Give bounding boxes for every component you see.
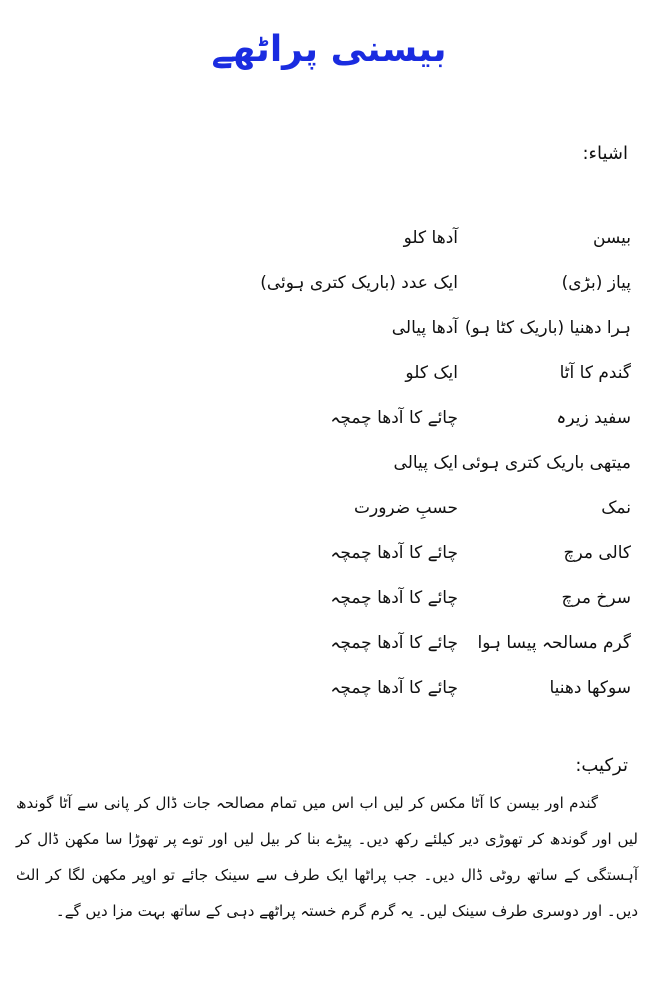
ingredient-row xyxy=(0,580,658,616)
ingredient-name: کالی مرچ xyxy=(563,543,631,563)
ingredient-quantity: چائے کا آدھا چمچہ xyxy=(330,588,458,608)
ingredient-row xyxy=(0,265,658,301)
ingredient-row xyxy=(0,445,658,481)
method-heading: ترکیب: xyxy=(575,755,628,776)
ingredient-quantity: آدھا پیالی xyxy=(391,318,458,338)
ingredient-name: گندم کا آٹا xyxy=(559,363,631,383)
ingredient-name: میتھی باریک کتری ہوئی xyxy=(461,453,631,473)
page-title: بیسنی پراٹھے xyxy=(211,29,447,70)
ingredient-name: سرخ مرچ xyxy=(561,588,631,608)
ingredient-row xyxy=(0,310,658,346)
ingredient-quantity: آدھا کلو xyxy=(403,228,458,248)
ingredient-name: سفید زیرہ xyxy=(556,408,631,428)
method-text xyxy=(16,785,638,929)
ingredient-row xyxy=(0,400,658,436)
ingredient-quantity: ایک کلو xyxy=(405,363,458,383)
ingredient-row xyxy=(0,625,658,661)
ingredient-quantity: چائے کا آدھا چمچہ xyxy=(330,408,458,428)
ingredient-row xyxy=(0,535,658,571)
ingredient-quantity: چائے کا آدھا چمچہ xyxy=(330,678,458,698)
ingredient-name: گرم مسالحہ پیسا ہوا xyxy=(477,633,631,653)
ingredient-name: بیسن xyxy=(593,228,631,248)
ingredient-quantity: ایک عدد (باریک کتری ہوئی) xyxy=(260,273,458,293)
ingredients-heading: اشیاء: xyxy=(582,143,628,164)
ingredient-row xyxy=(0,490,658,526)
ingredient-name: پیاز (بڑی) xyxy=(561,273,631,293)
ingredient-row xyxy=(0,220,658,256)
ingredient-quantity: حسبِ ضرورت xyxy=(353,498,458,518)
ingredient-name: سوکھا دھنیا xyxy=(549,678,631,698)
ingredient-quantity: چائے کا آدھا چمچہ xyxy=(330,543,458,563)
method-paragraph: گندم اور بیسن کا آٹا مکس کر لیں اب اس میں تمام مصالحہ جات ڈال کر پانی سے آٹا گوندھ لیں اور گوندھ کر تھوڑی دیر کیلئے رکھ دیں۔ پیڑے بنا کر بیل لیں اور توے پر تھوڑا سا مکھن ڈال کر آہستگی کے ساتھ روٹی ڈال دیں۔ جب پراٹھا ایک طرف سے سینک جائے تو اوپر مکھن لگا کر الٹ دیں۔ اور دوسری طرف سینک لیں۔ یہ گرم گرم خستہ پراٹھے دہی کے ساتھ بہت مزا دیں گے۔ xyxy=(16,794,638,920)
ingredient-name: ہرا دھنیا (باریک کٹا ہو) xyxy=(464,318,631,338)
ingredient-quantity: چائے کا آدھا چمچہ xyxy=(330,633,458,653)
ingredient-row xyxy=(0,670,658,706)
ingredient-row xyxy=(0,355,658,391)
ingredient-name: نمک xyxy=(601,498,631,518)
ingredient-quantity: ایک پیالی xyxy=(393,453,458,473)
